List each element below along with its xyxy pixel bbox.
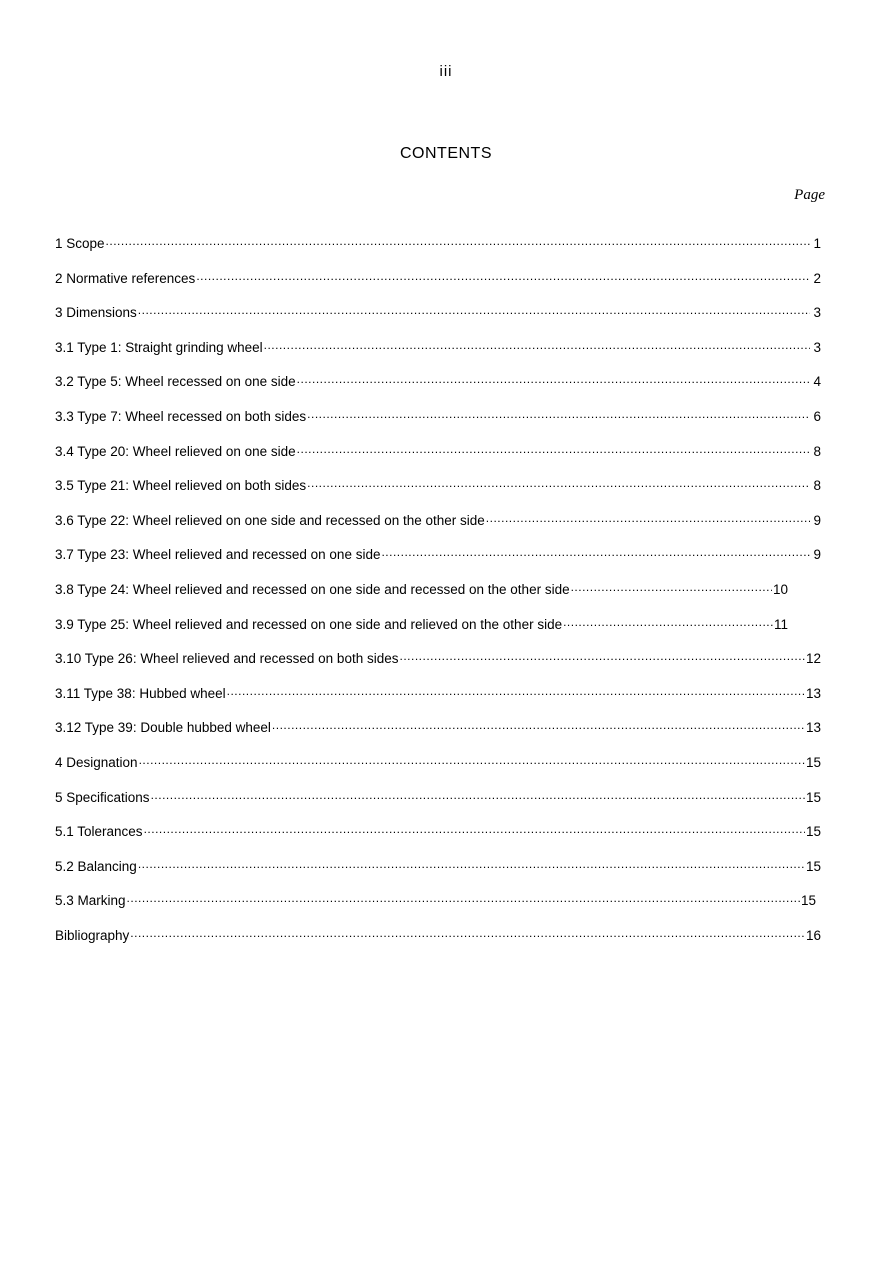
toc-entry-label: 3.8 Type 24: Wheel relieved and recessed on one side and recessed on the other side [55, 581, 570, 597]
toc-entry[interactable] [55, 303, 821, 338]
toc-entry-page: 1 [813, 236, 821, 251]
toc-entry-label: 5.1 Tolerances [55, 824, 143, 840]
toc-entry[interactable] [55, 649, 821, 684]
toc-entry[interactable] [55, 718, 821, 753]
dot-leader [307, 407, 810, 421]
toc-entry-page: 15 [805, 789, 821, 805]
toc-entry-page: 15 [805, 754, 821, 770]
toc-entry[interactable] [55, 442, 821, 477]
toc-entry-page: 10 [772, 581, 788, 597]
toc-entry-label: 3.12 Type 39: Double hubbed wheel [55, 720, 271, 736]
toc-entry-label: 3.1 Type 1: Straight grinding wheel [55, 339, 263, 355]
dot-leader [106, 234, 810, 248]
dot-leader [297, 372, 810, 386]
toc-entry-label: 3.3 Type 7: Wheel recessed on both sides [55, 408, 307, 424]
toc-entry[interactable] [55, 926, 821, 961]
toc-entry-page: 6 [813, 408, 821, 424]
dot-leader [196, 269, 810, 283]
toc-entry[interactable] [55, 684, 821, 719]
toc-entry-page: 3 [813, 305, 821, 321]
toc-entry[interactable] [55, 891, 816, 926]
toc-entry[interactable] [55, 822, 821, 857]
toc-entry-label: 3.4 Type 20: Wheel relieved on one side [55, 443, 296, 459]
page-column-label: Page [794, 187, 825, 203]
dot-leader [563, 615, 773, 629]
dot-leader [139, 753, 805, 767]
dot-leader [130, 926, 805, 940]
toc-entry-page: 11 [773, 616, 788, 632]
dot-leader [138, 857, 805, 871]
dot-leader [264, 338, 810, 352]
toc-entry[interactable] [55, 857, 821, 892]
toc-entry-label: 1 Scope [55, 236, 105, 251]
toc-entry-label: 3.7 Type 23: Wheel relieved and recessed on one side [55, 547, 381, 563]
dot-leader [571, 580, 772, 594]
toc-entry-label: 3.6 Type 22: Wheel relieved on one side and recessed on the other side [55, 512, 485, 528]
toc-entry-page: 2 [813, 270, 821, 286]
toc-entry[interactable] [55, 372, 821, 407]
toc-entry[interactable] [55, 615, 788, 650]
toc-entry[interactable] [55, 511, 821, 546]
toc-entry-label: 3.2 Type 5: Wheel recessed on one side [55, 374, 296, 390]
dot-leader [144, 822, 805, 836]
toc-entry[interactable] [55, 545, 821, 580]
toc-entry-page: 8 [813, 443, 821, 459]
dot-leader [297, 442, 810, 456]
toc-entry-label: 4 Designation [55, 754, 138, 770]
toc-entry[interactable] [55, 269, 821, 304]
toc-entry-page: 9 [813, 547, 821, 563]
toc-entry-page: 13 [805, 720, 821, 736]
toc-entry-label: 5.2 Balancing [55, 858, 137, 874]
table-of-contents [55, 234, 821, 960]
toc-entry-label: Bibliography [55, 927, 130, 943]
dot-leader [399, 649, 804, 663]
page-number: iii [439, 63, 453, 80]
dot-leader [127, 891, 800, 905]
toc-entry[interactable] [55, 788, 821, 823]
toc-entry-page: 4 [813, 374, 821, 390]
toc-entry[interactable] [55, 476, 821, 511]
toc-entry[interactable] [55, 753, 821, 788]
toc-entry-page: 8 [813, 478, 821, 494]
toc-entry-page: 15 [800, 893, 816, 909]
toc-entry-page: 3 [813, 339, 821, 355]
toc-entry-page: 15 [805, 824, 821, 840]
toc-entry-label: 3.9 Type 25: Wheel relieved and recessed on one side and relieved on the other side [55, 616, 563, 632]
toc-entry[interactable] [55, 407, 821, 442]
contents-heading: CONTENTS [400, 145, 492, 162]
toc-entry-label: 5.3 Marking [55, 893, 126, 909]
dot-leader [381, 545, 810, 559]
toc-entry-label: 3 Dimensions [55, 305, 137, 321]
dot-leader [227, 684, 805, 698]
toc-entry-label: 3.10 Type 26: Wheel relieved and recessed on both sides [55, 651, 399, 667]
toc-entry[interactable] [55, 580, 788, 615]
toc-entry-label: 2 Normative references [55, 270, 196, 286]
toc-entry[interactable] [55, 234, 821, 269]
dot-leader [272, 718, 805, 732]
toc-entry-page: 15 [805, 858, 821, 874]
toc-entry-label: 5 Specifications [55, 789, 150, 805]
dot-leader [307, 476, 810, 490]
toc-entry[interactable] [55, 338, 821, 373]
dot-leader [486, 511, 810, 525]
dot-leader [138, 303, 810, 317]
toc-entry-label: 3.5 Type 21: Wheel relieved on both sides [55, 478, 307, 494]
dot-leader [151, 788, 805, 802]
toc-entry-label: 3.11 Type 38: Hubbed wheel [55, 685, 226, 701]
toc-entry-page: 16 [805, 927, 821, 943]
toc-entry-page: 13 [805, 685, 821, 701]
toc-entry-page: 12 [805, 651, 821, 667]
toc-entry-page: 9 [813, 512, 821, 528]
